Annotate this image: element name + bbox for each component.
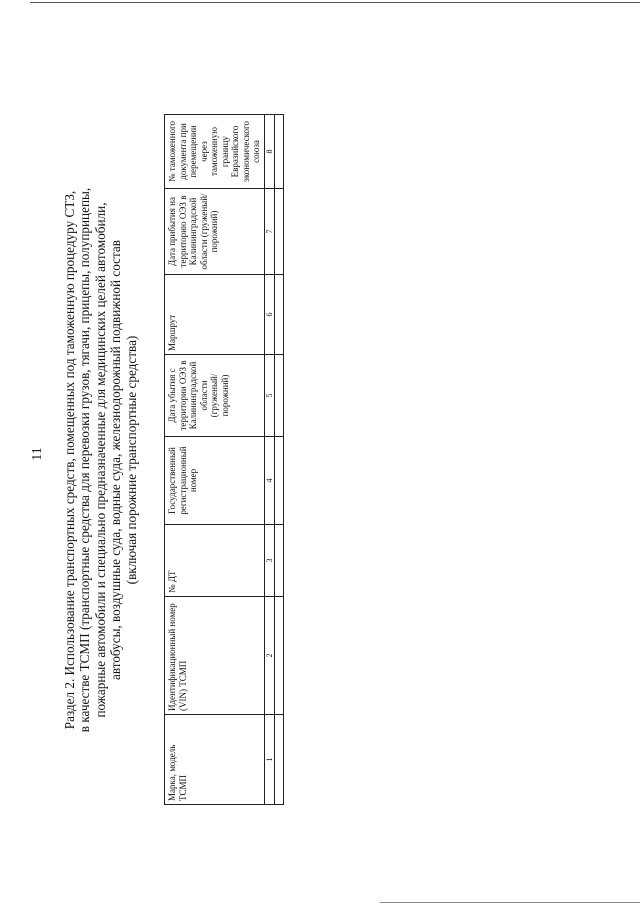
- empty-cell: [274, 715, 283, 805]
- column-number: 4: [264, 437, 274, 525]
- column-number: 7: [264, 189, 274, 275]
- column-header-registration-number: Государственный регистрационный номер: [165, 437, 265, 525]
- scan-edge-top: [30, 2, 640, 3]
- heading-line: пожарные автомобили и специально предназначенные для медицинских целей автомобили,: [92, 202, 108, 718]
- heading-line: в качестве ТСМП (транспортные средства для перевозки грузов, тягачи, прицепы, полуприцепы,: [77, 187, 93, 733]
- heading-line: автобусы, воздушные суда, водные суда, железнодорожный подвижной состав: [108, 239, 124, 681]
- empty-cell: [274, 525, 283, 597]
- page-number: 11: [30, 447, 45, 461]
- column-number: 5: [264, 355, 274, 437]
- column-header-brand-model: Марка, модель ТСМП: [165, 715, 265, 805]
- column-number: 6: [264, 275, 274, 355]
- empty-cell: [274, 437, 283, 525]
- empty-cell: [274, 189, 283, 275]
- scan-edge-bottom: [380, 902, 640, 903]
- section-heading: [62, 115, 154, 805]
- vehicle-usage-table: [164, 114, 284, 805]
- column-header-departure-date: Дата убытия с территории ОЭЗ в Калининградской области (груженый/ порожний): [165, 355, 265, 437]
- heading-line: (включая порожние транспортные средства): [123, 335, 139, 585]
- column-number: 8: [264, 115, 274, 189]
- table-empty-row: [274, 115, 283, 805]
- column-number: 2: [264, 597, 274, 715]
- empty-cell: [274, 597, 283, 715]
- empty-cell: [274, 275, 283, 355]
- column-header-customs-document: № таможенного документа при перемещении через таможенную границу Евразийского экономического союза: [165, 115, 265, 189]
- heading-line: Раздел 2. Использование транспортных средств, помещенных под таможенную процедуру СТЗ,: [62, 190, 77, 730]
- column-number: 3: [264, 525, 274, 597]
- table-header-row: [165, 115, 265, 805]
- column-header-vin: Идентификационный номер (VIN) ТСМП: [165, 597, 265, 715]
- column-header-arrival-date: Дата прибытия на территорию ОЭЗ в Калининградской области (груженый/ порожний): [165, 189, 265, 275]
- rotated-page-content: [62, 115, 302, 805]
- column-header-route: Маршрут: [165, 275, 265, 355]
- table-number-row: [264, 115, 274, 805]
- empty-cell: [274, 355, 283, 437]
- column-number: 1: [264, 715, 274, 805]
- empty-cell: [274, 115, 283, 189]
- column-header-dt-number: № ДТ: [165, 525, 265, 597]
